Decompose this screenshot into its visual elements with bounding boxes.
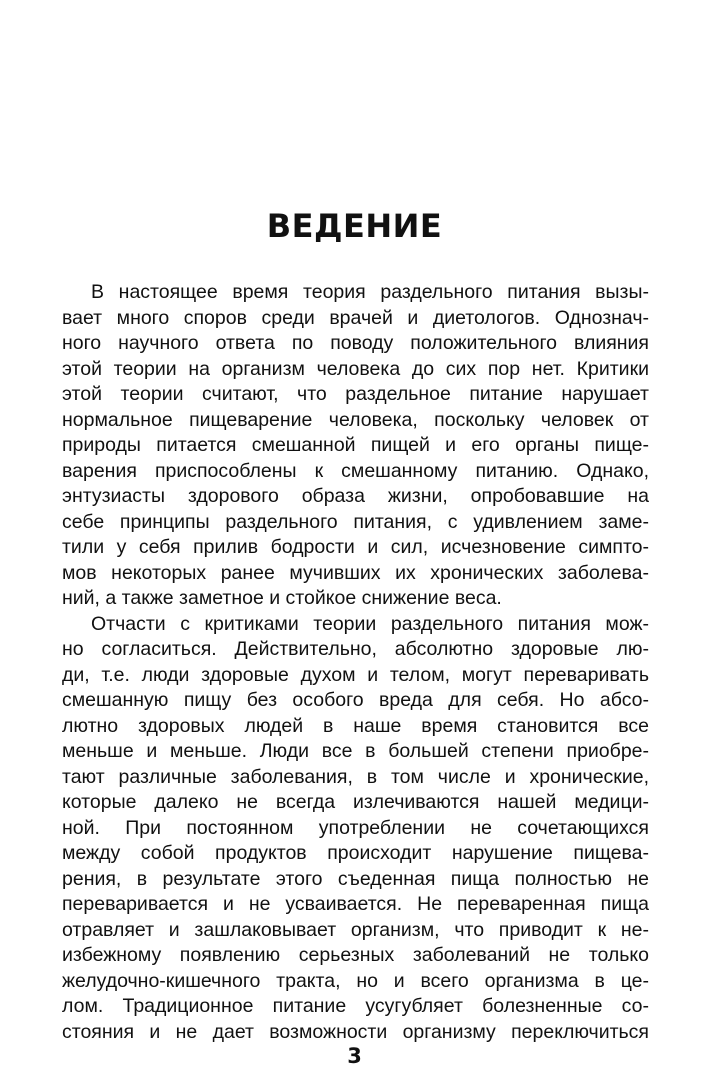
- text-line: тили у себя прилив бодрости и сил, исчезновение симпто-: [62, 536, 649, 558]
- text-line: лом. Традиционное питание усугубляет болезненные со-: [62, 995, 649, 1017]
- text-line: ного научного ответа по поводу положительного влияния: [62, 332, 649, 354]
- text-line: которые далеко не всегда излечиваются нашей медици-: [62, 791, 649, 813]
- text-line: В настоящее время теория раздельного питания вызы-: [91, 281, 649, 303]
- text-line: переваривается и не усваивается. Не переваренная пища: [62, 893, 649, 915]
- chapter-title: ВЕДЕНИЕ: [266, 207, 443, 245]
- text-line: стояния и не дает возможности организму переключиться: [62, 1020, 649, 1043]
- text-line: варения приспособлены к смешанному питанию. Однако,: [62, 459, 649, 482]
- text-line: природы питается смешанной пищей и его органы пище-: [62, 434, 649, 456]
- text-line: меньше и меньше. Люди все в большей степени приобре-: [62, 740, 649, 762]
- text-line: этой теории на организм человека до сих пор нет. Критики: [62, 357, 649, 380]
- text-line: лютно здоровых людей в наше время становится все: [62, 714, 649, 737]
- text-line: тают различные заболевания, в том числе и хронические,: [62, 765, 649, 788]
- text-line: отравляет и зашлаковывает организм, что приводит к не-: [62, 918, 649, 941]
- text-line: ний, а также заметное и стойкое снижение веса.: [62, 587, 502, 609]
- body-text: [62, 280, 649, 1045]
- text-line: себе принципы раздельного питания, с удивлением заме-: [62, 510, 649, 533]
- text-line: ди, т.е. люди здоровые духом и телом, могут переваривать: [62, 663, 649, 686]
- paragraph-2: [62, 612, 649, 1046]
- page-number: 3: [347, 1044, 362, 1068]
- text-line: но согласиться. Действительно, абсолютно здоровые лю-: [62, 638, 649, 660]
- text-line: мов некоторых ранее мучивших их хронических заболева-: [62, 561, 649, 584]
- text-line: этой теории считают, что раздельное питание нарушает: [62, 383, 649, 405]
- text-line: между собой продуктов происходит нарушение пищева-: [62, 842, 649, 864]
- text-line: вает много споров среди врачей и диетологов. Однознач-: [62, 306, 649, 329]
- text-line: желудочно-кишечного тракта, но и всего организма в це-: [62, 969, 649, 992]
- text-line: Отчасти с критиками теории раздельного питания мож-: [91, 612, 649, 635]
- text-line: ной. При постоянном употреблении не сочетающихся: [62, 816, 649, 839]
- text-line: энтузиасты здорового образа жизни, опробовавшие на: [62, 485, 649, 507]
- text-line: нормальное пищеварение человека, поскольку человек от: [62, 408, 649, 431]
- text-line: смешанную пищу без особого вреда для себя. Но абсо-: [62, 689, 649, 711]
- paragraph-1: [62, 280, 649, 612]
- text-line: рения, в результате этого съеденная пища полностью не: [62, 867, 649, 890]
- text-line: избежному появлению серьезных заболеваний не только: [62, 944, 649, 966]
